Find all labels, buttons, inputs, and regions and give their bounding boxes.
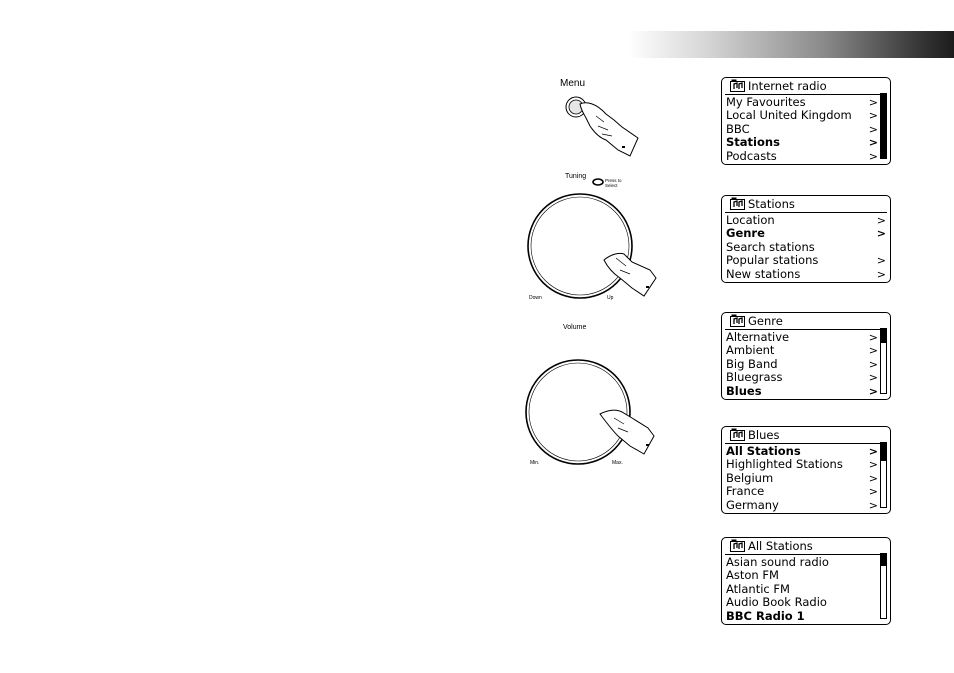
lcd-screen: [721, 426, 891, 514]
menu-item-label: Location: [726, 213, 775, 227]
menu-item-label: Blues: [726, 383, 762, 398]
lcd-menu-list: [726, 331, 888, 398]
menu-item-label: Germany: [726, 497, 779, 512]
chevron-right-icon: >: [868, 96, 878, 109]
chevron-right-icon: >: [868, 445, 878, 458]
scrollbar-thumb[interactable]: [881, 443, 886, 461]
scrollbar-thumb[interactable]: [881, 329, 886, 343]
menu-item[interactable]: [726, 445, 888, 458]
folder-icon: [730, 197, 745, 210]
menu-item[interactable]: [726, 96, 888, 109]
scrollbar[interactable]: [880, 328, 887, 394]
chevron-right-icon: >: [876, 267, 886, 281]
menu-item-label: Stations: [726, 135, 780, 150]
menu-item[interactable]: [726, 254, 888, 267]
scrollbar[interactable]: [880, 93, 887, 159]
menu-item-label: Popular stations: [726, 253, 819, 268]
menu-item-label: Audio Book Radio: [726, 595, 827, 610]
chevron-right-icon: >: [868, 149, 878, 163]
menu-item[interactable]: [726, 596, 888, 609]
chevron-right-icon: >: [868, 109, 878, 123]
chevron-right-icon: >: [876, 254, 886, 268]
menu-item[interactable]: [726, 556, 888, 569]
menu-item[interactable]: [726, 358, 888, 371]
tuning-knob-icon[interactable]: [520, 170, 670, 306]
menu-item[interactable]: [726, 385, 888, 398]
lcd-menu-list: [726, 445, 888, 512]
volume-knob-icon[interactable]: [520, 322, 670, 468]
chevron-right-icon: >: [868, 122, 878, 136]
menu-item-label: New stations: [726, 266, 801, 281]
chevron-right-icon: >: [868, 471, 878, 485]
chevron-right-icon: >: [868, 485, 878, 499]
menu-item-label: Belgium: [726, 470, 774, 485]
menu-item-label: Podcasts: [726, 148, 777, 163]
volume-label: Volume: [563, 324, 587, 331]
lcd-title: [730, 314, 783, 328]
folder-icon: [730, 314, 745, 327]
menu-item[interactable]: [726, 344, 888, 357]
menu-item-label: BBC Radio 1: [726, 608, 805, 623]
header-gradient-bar: [628, 31, 954, 58]
menu-item-label: BBC: [726, 121, 750, 136]
menu-button-icon[interactable]: [540, 74, 650, 160]
folder-icon: [730, 79, 745, 92]
lcd-title: [730, 539, 813, 553]
lcd-screen: [721, 77, 891, 165]
menu-item[interactable]: [726, 485, 888, 498]
lcd-title-text: Genre: [748, 314, 783, 328]
menu-item-label: Bluegrass: [726, 370, 783, 385]
menu-item-label: My Favourites: [726, 95, 806, 109]
menu-item[interactable]: [726, 583, 888, 596]
menu-item-label: Big Band: [726, 356, 778, 371]
menu-item[interactable]: [726, 268, 888, 281]
menu-item[interactable]: [726, 123, 888, 136]
lcd-screen: [721, 312, 891, 400]
menu-item-label: Highlighted Stations: [726, 457, 843, 472]
menu-item-label: All Stations: [726, 444, 801, 458]
menu-label: Menu: [560, 78, 586, 89]
volume-knob-illustration: [520, 322, 670, 468]
lcd-title-text: Internet radio: [748, 79, 827, 93]
menu-item-label: Alternative: [726, 330, 790, 344]
press-to-label: Press to: [605, 178, 622, 183]
menu-button-illustration: [540, 74, 650, 160]
lcd-menu-list: [726, 556, 888, 623]
chevron-right-icon: >: [868, 371, 878, 385]
lcd-menu-list: [726, 96, 888, 163]
lcd-menu-list: [726, 214, 888, 281]
folder-icon: [730, 539, 745, 552]
chevron-right-icon: >: [876, 227, 886, 241]
menu-item[interactable]: [726, 214, 888, 227]
menu-item[interactable]: [726, 241, 888, 254]
menu-item[interactable]: [726, 331, 888, 344]
menu-item[interactable]: [726, 109, 888, 122]
max-label: Max.: [612, 460, 623, 466]
select-button-icon: [593, 179, 603, 185]
chevron-right-icon: >: [868, 331, 878, 344]
chevron-right-icon: >: [868, 384, 878, 398]
lcd-title: [730, 428, 779, 442]
lcd-screen: [721, 195, 891, 283]
folder-icon: [730, 428, 745, 441]
menu-item-label: Atlantic FM: [726, 581, 790, 596]
menu-item[interactable]: [726, 499, 888, 512]
lcd-screen: [721, 537, 891, 625]
menu-item[interactable]: [726, 610, 888, 623]
down-label: Down: [529, 295, 542, 301]
up-label: Up: [607, 295, 614, 301]
scrollbar[interactable]: [880, 442, 887, 508]
menu-item[interactable]: [726, 569, 888, 582]
menu-item-label: Search stations: [726, 239, 815, 254]
menu-item[interactable]: [726, 472, 888, 485]
menu-item-label: Aston FM: [726, 568, 779, 583]
lcd-title: [730, 79, 827, 93]
lcd-title-text: Stations: [748, 197, 795, 211]
chevron-right-icon: >: [868, 344, 878, 358]
menu-item-label: Genre: [726, 226, 765, 241]
menu-item[interactable]: [726, 458, 888, 471]
menu-item[interactable]: [726, 136, 888, 149]
chevron-right-icon: >: [868, 498, 878, 512]
menu-item[interactable]: [726, 227, 888, 240]
lcd-title: [730, 197, 795, 211]
lcd-title-text: Blues: [748, 428, 780, 442]
menu-item-label: Asian sound radio: [726, 555, 829, 569]
pointing-hand-icon: [580, 103, 638, 156]
select-label: Select: [605, 183, 618, 188]
menu-item-label: Ambient: [726, 343, 775, 358]
scrollbar-thumb[interactable]: [881, 554, 886, 566]
chevron-right-icon: >: [868, 136, 878, 150]
chevron-right-icon: >: [876, 214, 886, 227]
lcd-title-text: All Stations: [748, 539, 813, 553]
menu-item[interactable]: [726, 150, 888, 163]
tuning-label: Tuning: [565, 173, 587, 180]
scrollbar-thumb[interactable]: [881, 94, 886, 158]
chevron-right-icon: >: [868, 357, 878, 371]
min-label: Min.: [530, 460, 540, 466]
tuning-knob-illustration: [520, 170, 670, 306]
scrollbar[interactable]: [880, 553, 887, 619]
menu-item-label: Local United Kingdom: [726, 108, 852, 123]
menu-item[interactable]: [726, 371, 888, 384]
chevron-right-icon: >: [868, 458, 878, 472]
menu-item-label: France: [726, 484, 765, 499]
